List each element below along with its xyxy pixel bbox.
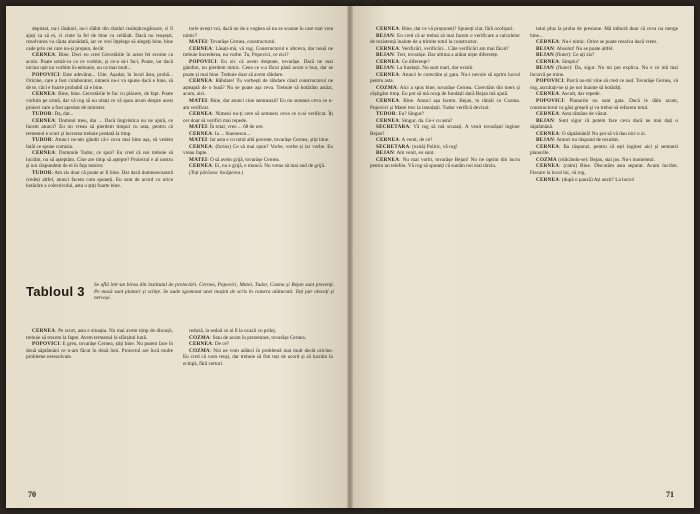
dialogue-paragraph: POPOVICI: Este adevărat... Uite. Așadar, în locul ăsta, probă... Oricine, care a fost colaborator, nimeni nu-i va spune dacă e bine, să de te, căci e foarte probabil că e bine. — [26, 71, 173, 91]
speaker-name: BEJAN — [376, 52, 395, 59]
dialogue-paragraph: TUDOR: Da, dar... — [32, 111, 74, 118]
speaker-name: POPOVICI — [536, 78, 564, 85]
speaker-name: TUDOR — [376, 111, 396, 118]
dialogue-paragraph: CERNEA: Asta rămâne de văzut. — [536, 111, 608, 118]
speaker-name: TUDOR — [32, 170, 52, 177]
dialogue-paragraph: MATEI: Iar asta e cu totul altă poveste, tovarășe Cernea, știți bine. — [189, 137, 330, 144]
dialogue-paragraph: CERNEA: Simplu? — [536, 58, 580, 65]
speaker-name: BEJAN — [376, 150, 395, 157]
dialogue-paragraph: CERNEA: A venit, de ce? — [376, 137, 433, 144]
speaker-name: CERNEA — [376, 71, 400, 78]
dialogue-paragraph: COZMA: Noi ne vom adânci în problemă mai mult decât oricine. Eu cred că vom reuși, dar trebuie să fim toți de acord și să lucrăm în echipă, fără certuri. — [183, 347, 333, 367]
dialogue-paragraph: CERNEA: Nu mai vorbi, tovarășe Bejan! Nu ne oprim din lucru pentru un telefon. Vă rog să spuneți că sunăm noi mai târziu. — [370, 156, 520, 170]
speaker-name: CERNEA — [376, 45, 400, 52]
speaker-name: MATEI — [189, 156, 208, 163]
dialogue-paragraph: CERNEA: De ce? — [189, 341, 230, 348]
dialogue-paragraph: CERNEA: Ce diferențe? — [376, 58, 430, 65]
dialogue-paragraph: CERNEA: O săptămână! Nu pot să vă dau nici o zi. — [536, 130, 646, 137]
dialogue-paragraph: TUDOR: Atunci ne-am gândit că-i ceva mai bine așa, să vedem întâi ce spune comisia. — [26, 137, 173, 150]
dialogue-paragraph: CERNEA: Ascult, dar repede. — [536, 91, 601, 98]
right-column-2 — [530, 26, 678, 481]
speaker-name: COZMA — [536, 156, 557, 163]
dialogue-paragraph: MATEI: Bine, dar atunci cine semnează? Eu nu semnez ceva ce n-am verificat. — [183, 98, 333, 111]
speaker-name: CERNEA — [32, 52, 56, 59]
dialogue-paragraph: CERNEA: Bine. Deci eu cred Cercetările în acest fel ecorne ca acolo. Poate urmă-va cu ce vorbim, și ce-a să-i faci, Poate, iar dacă niciun ușit nu vorbim în-nebunie, nu ca mai mult... — [26, 52, 173, 72]
dialogue-paragraph: CERNEA: (furios) Ce să mai spun? Vorbe, vorbe și iar vorbe. Eu vreau fapte. — [183, 143, 333, 157]
speaker-name: CERNEA — [536, 58, 560, 65]
speaker-name: SECRETARA — [376, 143, 410, 150]
scene-title: Tabloul 3 — [26, 284, 85, 299]
right-page — [350, 6, 694, 508]
speaker-name: CERNEA — [536, 130, 560, 137]
speaker-name: MATEI — [189, 39, 208, 46]
speaker-name: CERNEA — [376, 98, 400, 105]
speaker-name: CERNEA — [189, 111, 213, 118]
dialogue-paragraph: MATEI: O să avem grijă, tovarășe Cernea. — [189, 156, 280, 163]
speaker-name: CERNEA — [32, 150, 56, 157]
page-number-right: 71 — [666, 490, 674, 499]
dialogue-paragraph: BEJAN (fluier): Da, sigur. Nu mi pot explica. Nu e ce mă mai încurcă pe mine. — [530, 65, 678, 78]
dialogue-paragraph: depistat, nu-i lăsături, nu-i slăbit din rândul ceaînțărcegătoare, ci îl ajuți ca să ei, ci cinte la fel de bine ca celălalt. Dacă nu reușești, rezolvarea va căuta alunădată, iar ce vrei înţelege să alegeţi bine, bine cade prin cei care nu-și propun, decât — [26, 26, 173, 52]
book-spread — [6, 6, 694, 508]
speaker-name: CERNEA — [376, 26, 400, 32]
dialogue-paragraph: BEJAN: Sunt sigur că putem face ceva dacă ne mai dați o săptămână. — [530, 117, 678, 131]
speaker-name: CERNEA — [32, 328, 56, 334]
dialogue-paragraph: POPOVICI: Planurile nu sunt gata. Dacă le dăm acum, constructorul va găsi greșeli și va trebui să refacem totul. — [530, 98, 678, 111]
dialogue-paragraph: POPOVICI: E greu, tovarășe Cernea, știți bine. Nu putem face în două săptămâni ce n-am făcut în două luni. Proiectul are încă multe probleme nerezolvate. — [26, 341, 173, 361]
dialogue-paragraph: MATEI: Tovarășe Cernea, constructorul. — [189, 39, 276, 46]
dialogue-paragraph: BEJAN: Eu cred că ar trebui să mai facem o verificare a calculelor de rezistență înainte de a trimite totul la constructor. — [370, 32, 520, 46]
speaker-name: BEJAN — [376, 32, 395, 39]
speaker-name: BEJAN — [536, 137, 555, 144]
speaker-name: TUDOR — [32, 111, 52, 118]
speaker-name: CERNEA — [536, 91, 560, 98]
speaker-name: CERNEA — [32, 117, 56, 124]
speaker-name: CERNEA — [376, 137, 400, 144]
speaker-name: CERNEA — [536, 163, 560, 170]
speaker-name: POPOVICI — [32, 71, 60, 78]
dialogue-paragraph: COZMA: Stau de acum în prezentare, tovarășe Cernea. — [189, 334, 306, 341]
speaker-name: MATEI — [189, 98, 208, 105]
speaker-name: CERNEA — [189, 45, 213, 52]
dialogue-paragraph: BEJAN: Trei, tovarășe. Dar ultima a arătat niște diferențe. — [376, 52, 499, 59]
speaker-name: CERNEA — [189, 130, 213, 137]
left-page — [6, 6, 350, 508]
dialogue-paragraph: SECRETARA: Vă rog să mă scuzați. A venit tovarășul inginer Bejan? — [370, 124, 520, 137]
dialogue-paragraph: CERNEA: Bine, dar ce vă propuneți? Spuneți clar, fără ocolișuri. — [376, 26, 514, 32]
speaker-name: SECRETARA — [376, 124, 410, 131]
dialogue-paragraph: COZMA: Aici a spus bine, tovarășe Cernea. Corectăm din mers și câștigăm timp. Eu pot să mă ocup de fundații dacă Bejan mă ajută. — [370, 84, 520, 98]
speaker-name: TUDOR — [32, 137, 52, 144]
speaker-name: CERNEA — [536, 143, 560, 150]
dialogue-paragraph: TUDOR: Am zis doar că poate ar fi bine. Dar dacă dumneavoastră credeți altfel, atunci facem cum spuneți. Eu sunt de acord cu orice hotărâre a colectivului, asta o știți foarte bine. — [26, 170, 173, 190]
speaker-name: CERNEA — [376, 156, 400, 163]
dialogue-paragraph: CERNEA: (după o pauză) Ați auzit? La lucru! — [536, 176, 635, 183]
left-column-4 — [183, 328, 333, 482]
left-column-2 — [183, 26, 333, 264]
dialogue-paragraph: CERNEA: Singur, da. Ce-i cu asta? — [376, 117, 453, 124]
dialogue-paragraph: reduză, la seduă ce ai fi la ocazii cu prilej. — [189, 328, 277, 334]
scene-intro: Se află într-un birou din institutul de proiectări. Cernea, Popovici, Matei, Tudor, Cozma și Bejan sunt prezenți. Pe masă sunt planuri și schițe. Se aude zgomotul unei mașini de scris în camera alăturată. Toți par obosiți și nervoși. — [94, 282, 334, 302]
speaker-name: BEJAN — [536, 117, 555, 124]
dialogue-paragraph: BEJAN: Am venit, eu sunt. — [376, 150, 435, 157]
dialogue-paragraph: BEJAN (fluier): Ce ați zis? — [536, 52, 595, 59]
speaker-name: CERNEA — [189, 143, 213, 150]
dialogue-paragraph: CERNEA: Bine. Atunci așa facem. Bejan, tu rămâi cu Cozma. Popovici și Matei trec la instalații. Tudor verifică devizul. — [370, 98, 520, 111]
speaker-name: BEJAN — [376, 65, 395, 72]
speaker-name: COZMA — [376, 84, 397, 91]
speaker-name: CERNEA — [189, 78, 213, 85]
page-number-left: 70 — [28, 490, 36, 499]
speaker-name: BEJAN — [536, 45, 555, 52]
dialogue-paragraph: BEJAN: Atunci nu răspund de rezultat. — [536, 137, 620, 144]
speaker-name: CERNEA — [189, 163, 213, 170]
dialogue-paragraph: POPOVICI: Parcă nu-mi vine să cred ce aud. Tovarășe Cernea, vă rog, ascultați-ne și pe noi înainte să hotărâți. — [530, 78, 678, 91]
dialogue-paragraph: TUDOR: Eu? Singur? — [376, 111, 424, 118]
dialogue-paragraph: POPOVICI: Eu zic că avem dreptate, tovarășe. Dacă ne mai gândim, nu pierdem nimic. Ceea ce s-a făcut până acum e bun, dar se poate și mai bine. Trebuie doar să avem răbdare. — [183, 58, 333, 78]
dialogue-paragraph: CERNEA: Atunci le corectăm și gata. Nu-i nevoie să oprim lucrul pentru asta. — [370, 71, 520, 85]
dialogue-paragraph: CERNEA: Verificări, verificări... Câte verificări am mai făcut? — [376, 45, 509, 52]
dialogue-paragraph: CERNEA: Ei, nu e grijă, e muncă. Nu vreau să mai aud de grijă. — [189, 163, 326, 170]
dialogue-paragraph: CERNEA: Domnule Tudor, ce spui? Eu cred că noi trebuie să lucrăm, nu să așteptăm. Cine are timp să aștepte? Proiectul e al nostru și noi răspundem de el în fața tuturor. — [26, 150, 173, 170]
speaker-name: BEJAN — [536, 65, 555, 72]
speaker-name: COZMA — [189, 347, 210, 354]
dialogue-paragraph: CERNEA: Pe scurt, asta e situația. Nu mai avem timp de discuții, trebuie să trecem la fapte. Avem termenul la sfârșitul lunii. — [26, 328, 173, 341]
dialogue-paragraph: SECRETARA: (ezită) Politic, vă rog! — [376, 143, 458, 150]
speaker-name: CERNEA — [536, 39, 560, 46]
book-gutter — [347, 6, 353, 508]
dialogue-paragraph: COZMA (ridicându-se): Bejan, stai jos. Nu-i momentul. — [536, 156, 655, 163]
dialogue-paragraph: tului plus la proba de presiune. Mă tulbură doar că ceva nu merge bine... — [530, 26, 678, 39]
dialogue-paragraph: CERNEA: Lăsați-mă, vă rog. Constructorul e altceva, dar nouă ne trebuie încrederea, nu vorbe. Tu, Popovici, ce zici? — [183, 45, 333, 59]
left-column-1 — [26, 26, 173, 264]
speaker-name: MATEI — [189, 124, 208, 131]
speaker-name: CERNEA — [536, 111, 560, 118]
speaker-name: POPOVICI — [536, 98, 564, 105]
speaker-name: CERNEA — [32, 91, 56, 98]
dialogue-paragraph: MATEI: În total, vreo ... 68 de ore. — [189, 124, 264, 131]
left-column-3 — [26, 328, 173, 482]
dialogue-paragraph: CERNEA: (calm) Bine. Discutăm asta separat. Acum lucrăm. Fiecare la locul lui, vă rog. — [530, 163, 678, 177]
speaker-name: CERNEA — [376, 58, 400, 65]
dialogue-paragraph: CERNEA: Răbdare! Tu vorbești de răbdare când constructorul ne așteaptă de o lună? Nu se poate așa ceva. Trebuie să hotărâm astăzi, acum, aici. — [183, 78, 333, 98]
dialogue-paragraph: CERNEA: Ia ... Stanoescu... — [189, 130, 251, 137]
dialogue-paragraph: BEJAN: La fundații. Nu sunt mari, dar există. — [376, 65, 474, 72]
dialogue-paragraph: CERNEA: Bine, bine. Cercetările le fac cu plăcere, de fapt. Poate vorbim pe urmă, dar vă rog să nu uitați ce vă spun acum despre acest proiect care a fost aprobat de minister. — [26, 91, 173, 111]
dialogue-paragraph: CERNEA: Nu-i nimic. Orice se poate rezolva dacă vrem. — [536, 39, 658, 46]
speaker-name: POPOVICI — [32, 341, 60, 348]
speaker-name: CERNEA — [376, 117, 400, 124]
speaker-name: POPOVICI — [189, 58, 217, 65]
speaker-name: COZMA — [189, 334, 210, 341]
speaker-name: MATEI — [189, 137, 208, 144]
dialogue-paragraph: CERNEA: Domnul meu, dar ... Dacă lingvistica nu ne ajută, ce facem atunci? Eu nu vreau să pierdem timpul cu asta, pentru că termenul e scurt și lucrarea trebuie predată la timp. — [26, 117, 173, 137]
dialogue-paragraph: BEJAN: Absolut! Nu se poate altfel. — [536, 45, 614, 52]
right-column-1 — [370, 26, 520, 481]
dialogue-paragraph: CERNEA: Nimeni nu-ți cere să semnezi ceva ce n-ai verificat. Îți cer doar să verifici mai repede. — [183, 111, 333, 124]
dialogue-paragraph: torie avești voi, dacă nu de a voghea să nu se scaune în care mai vrea nimic? — [183, 26, 333, 39]
dialogue-paragraph: (Toți părăsesc încăperea.) — [189, 170, 244, 177]
speaker-name: BEJAN — [536, 52, 555, 59]
dialogue-paragraph: CERNEA: Ba răspunzi, pentru că ești inginer aici și semnezi planurile. — [530, 143, 678, 157]
speaker-name: CERNEA — [189, 341, 213, 348]
speaker-name: CERNEA — [536, 176, 560, 183]
